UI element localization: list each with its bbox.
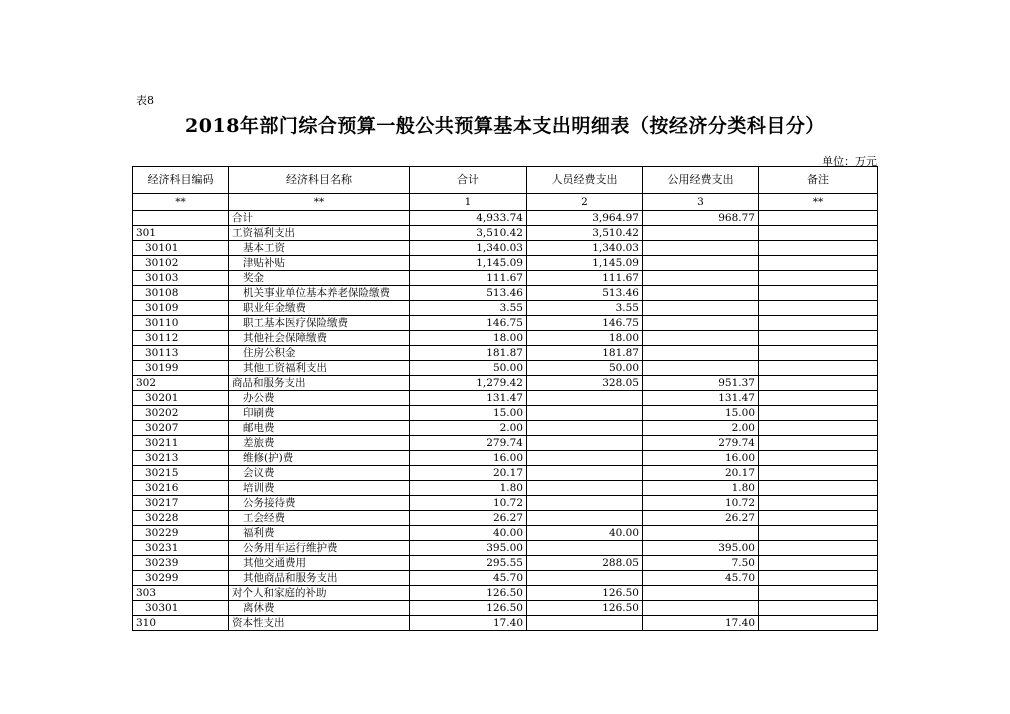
row-code-cell: 30108 <box>133 286 229 301</box>
row-note-cell <box>759 421 878 436</box>
header-name: 经济科目名称 <box>229 167 410 194</box>
row-name-cell: 办公费 <box>229 391 410 406</box>
row-total-cell: 1.80 <box>410 481 527 496</box>
table-row <box>133 556 878 571</box>
index-cell: ** <box>133 194 229 211</box>
row-name-cell: 其他工资福利支出 <box>229 361 410 376</box>
row-public-cell: 15.00 <box>643 406 759 421</box>
row-name-cell: 工资福利支出 <box>229 226 410 241</box>
row-total-cell: 15.00 <box>410 406 527 421</box>
row-total-cell: 395.00 <box>410 541 527 556</box>
row-name-cell: 印刷费 <box>229 406 410 421</box>
index-cell: ** <box>759 194 878 211</box>
row-public-cell <box>643 301 759 316</box>
row-name-cell: 合计 <box>229 211 410 226</box>
index-cell: 1 <box>410 194 527 211</box>
row-note-cell <box>759 406 878 421</box>
row-personnel-cell: 18.00 <box>527 331 643 346</box>
row-public-cell <box>643 286 759 301</box>
row-public-cell: 2.00 <box>643 421 759 436</box>
row-total-cell: 17.40 <box>410 616 527 631</box>
table-row <box>133 541 878 556</box>
row-note-cell <box>759 556 878 571</box>
row-personnel-cell <box>527 451 643 466</box>
row-note-cell <box>759 346 878 361</box>
row-public-cell <box>643 586 759 601</box>
row-personnel-cell <box>527 496 643 511</box>
row-code-cell: 30231 <box>133 541 229 556</box>
row-total-cell: 40.00 <box>410 526 527 541</box>
row-note-cell <box>759 571 878 586</box>
row-public-cell <box>643 256 759 271</box>
row-public-cell <box>643 361 759 376</box>
row-note-cell <box>759 466 878 481</box>
row-code-cell: 30101 <box>133 241 229 256</box>
row-note-cell <box>759 391 878 406</box>
row-note-cell <box>759 496 878 511</box>
row-name-cell: 住房公积金 <box>229 346 410 361</box>
row-public-cell: 17.40 <box>643 616 759 631</box>
row-code-cell: 30102 <box>133 256 229 271</box>
row-note-cell <box>759 601 878 616</box>
row-personnel-cell <box>527 406 643 421</box>
row-personnel-cell: 288.05 <box>527 556 643 571</box>
row-name-cell: 福利费 <box>229 526 410 541</box>
row-total-cell: 146.75 <box>410 316 527 331</box>
table-row <box>133 406 878 421</box>
header-note: 备注 <box>759 167 878 194</box>
row-code-cell: 30299 <box>133 571 229 586</box>
row-name-cell: 其他商品和服务支出 <box>229 571 410 586</box>
table-row <box>133 496 878 511</box>
row-personnel-cell: 328.05 <box>527 376 643 391</box>
row-personnel-cell: 1,340.03 <box>527 241 643 256</box>
row-name-cell: 公务用车运行维护费 <box>229 541 410 556</box>
row-total-cell: 50.00 <box>410 361 527 376</box>
row-name-cell: 职业年金缴费 <box>229 301 410 316</box>
row-public-cell <box>643 316 759 331</box>
row-total-cell: 3.55 <box>410 301 527 316</box>
budget-table <box>132 166 878 631</box>
row-code-cell: 30217 <box>133 496 229 511</box>
row-name-cell: 离休费 <box>229 601 410 616</box>
table-row <box>133 346 878 361</box>
table-row <box>133 481 878 496</box>
row-code-cell: 30213 <box>133 451 229 466</box>
index-cell: ** <box>229 194 410 211</box>
table-row <box>133 301 878 316</box>
row-note-cell <box>759 256 878 271</box>
row-personnel-cell: 146.75 <box>527 316 643 331</box>
row-total-cell: 1,340.03 <box>410 241 527 256</box>
row-total-cell: 181.87 <box>410 346 527 361</box>
header-total: 合计 <box>410 167 527 194</box>
row-code-cell <box>133 211 229 226</box>
index-cell: 3 <box>643 194 759 211</box>
row-note-cell <box>759 361 878 376</box>
row-code-cell: 30103 <box>133 271 229 286</box>
unit-label: 单位：万元 <box>822 155 877 168</box>
row-personnel-cell <box>527 481 643 496</box>
row-name-cell: 工会经费 <box>229 511 410 526</box>
row-public-cell <box>643 271 759 286</box>
row-personnel-cell: 126.50 <box>527 586 643 601</box>
row-note-cell <box>759 526 878 541</box>
table-row <box>133 286 878 301</box>
table-row <box>133 211 878 226</box>
row-total-cell: 20.17 <box>410 466 527 481</box>
row-total-cell: 111.67 <box>410 271 527 286</box>
table-row <box>133 361 878 376</box>
row-total-cell: 279.74 <box>410 436 527 451</box>
row-note-cell <box>759 301 878 316</box>
row-total-cell: 3,510.42 <box>410 226 527 241</box>
row-public-cell: 26.27 <box>643 511 759 526</box>
row-note-cell <box>759 541 878 556</box>
row-personnel-cell: 3,510.42 <box>527 226 643 241</box>
table-index-row <box>133 194 878 211</box>
row-code-cell: 30228 <box>133 511 229 526</box>
row-public-cell: 131.47 <box>643 391 759 406</box>
table-row <box>133 421 878 436</box>
table-row <box>133 256 878 271</box>
row-name-cell: 机关事业单位基本养老保险缴费 <box>229 286 410 301</box>
row-note-cell <box>759 616 878 631</box>
row-personnel-cell <box>527 391 643 406</box>
table-row <box>133 271 878 286</box>
row-note-cell <box>759 511 878 526</box>
row-personnel-cell: 1,145.09 <box>527 256 643 271</box>
row-total-cell: 18.00 <box>410 331 527 346</box>
row-public-cell <box>643 226 759 241</box>
row-total-cell: 1,145.09 <box>410 256 527 271</box>
row-total-cell: 26.27 <box>410 511 527 526</box>
row-personnel-cell <box>527 616 643 631</box>
row-code-cell: 30215 <box>133 466 229 481</box>
row-code-cell: 30199 <box>133 361 229 376</box>
row-note-cell <box>759 211 878 226</box>
row-public-cell: 1.80 <box>643 481 759 496</box>
row-total-cell: 16.00 <box>410 451 527 466</box>
row-note-cell <box>759 451 878 466</box>
table-row <box>133 616 878 631</box>
row-public-cell: 951.37 <box>643 376 759 391</box>
row-public-cell: 16.00 <box>643 451 759 466</box>
header-code: 经济科目编码 <box>133 167 229 194</box>
row-total-cell: 513.46 <box>410 286 527 301</box>
row-name-cell: 差旅费 <box>229 436 410 451</box>
row-personnel-cell: 513.46 <box>527 286 643 301</box>
row-code-cell: 30113 <box>133 346 229 361</box>
row-name-cell: 资本性支出 <box>229 616 410 631</box>
row-code-cell: 30229 <box>133 526 229 541</box>
row-personnel-cell <box>527 571 643 586</box>
row-code-cell: 30239 <box>133 556 229 571</box>
row-public-cell: 45.70 <box>643 571 759 586</box>
table-row <box>133 436 878 451</box>
row-personnel-cell <box>527 421 643 436</box>
table-row <box>133 586 878 601</box>
row-code-cell: 30216 <box>133 481 229 496</box>
row-personnel-cell <box>527 436 643 451</box>
row-code-cell: 310 <box>133 616 229 631</box>
row-code-cell: 30110 <box>133 316 229 331</box>
row-note-cell <box>759 376 878 391</box>
row-name-cell: 职工基本医疗保险缴费 <box>229 316 410 331</box>
row-note-cell <box>759 241 878 256</box>
row-note-cell <box>759 436 878 451</box>
row-note-cell <box>759 286 878 301</box>
row-code-cell: 30207 <box>133 421 229 436</box>
row-total-cell: 295.55 <box>410 556 527 571</box>
table-row <box>133 331 878 346</box>
row-code-cell: 30202 <box>133 406 229 421</box>
row-note-cell <box>759 271 878 286</box>
row-total-cell: 45.70 <box>410 571 527 586</box>
table-row <box>133 316 878 331</box>
table-row <box>133 526 878 541</box>
row-name-cell: 其他社会保障缴费 <box>229 331 410 346</box>
table-header-row <box>133 167 878 194</box>
row-public-cell <box>643 346 759 361</box>
row-personnel-cell: 3.55 <box>527 301 643 316</box>
header-personnel: 人员经费支出 <box>527 167 643 194</box>
row-public-cell: 20.17 <box>643 466 759 481</box>
row-public-cell <box>643 241 759 256</box>
table-row <box>133 391 878 406</box>
row-name-cell: 对个人和家庭的补助 <box>229 586 410 601</box>
table-row <box>133 601 878 616</box>
row-code-cell: 30112 <box>133 331 229 346</box>
row-name-cell: 奖金 <box>229 271 410 286</box>
table-row <box>133 466 878 481</box>
row-public-cell: 279.74 <box>643 436 759 451</box>
row-name-cell: 维修(护)费 <box>229 451 410 466</box>
row-personnel-cell <box>527 511 643 526</box>
row-personnel-cell: 181.87 <box>527 346 643 361</box>
row-total-cell: 131.47 <box>410 391 527 406</box>
row-code-cell: 30109 <box>133 301 229 316</box>
row-total-cell: 4,933.74 <box>410 211 527 226</box>
row-code-cell: 302 <box>133 376 229 391</box>
row-name-cell: 会议费 <box>229 466 410 481</box>
table-row <box>133 571 878 586</box>
row-personnel-cell <box>527 541 643 556</box>
row-public-cell <box>643 331 759 346</box>
table-number: 表8 <box>136 94 154 107</box>
row-name-cell: 其他交通费用 <box>229 556 410 571</box>
row-personnel-cell: 50.00 <box>527 361 643 376</box>
row-total-cell: 2.00 <box>410 421 527 436</box>
row-name-cell: 公务接待费 <box>229 496 410 511</box>
table-row <box>133 226 878 241</box>
row-personnel-cell <box>527 466 643 481</box>
row-note-cell <box>759 331 878 346</box>
row-public-cell: 395.00 <box>643 541 759 556</box>
row-public-cell: 7.50 <box>643 556 759 571</box>
table-row <box>133 511 878 526</box>
row-personnel-cell: 126.50 <box>527 601 643 616</box>
page-title: 2018年部门综合预算一般公共预算基本支出明细表（按经济分类科目分） <box>185 115 825 137</box>
header-public: 公用经费支出 <box>643 167 759 194</box>
row-public-cell: 968.77 <box>643 211 759 226</box>
row-note-cell <box>759 226 878 241</box>
row-code-cell: 30211 <box>133 436 229 451</box>
row-total-cell: 1,279.42 <box>410 376 527 391</box>
row-public-cell: 10.72 <box>643 496 759 511</box>
row-total-cell: 10.72 <box>410 496 527 511</box>
row-code-cell: 30301 <box>133 601 229 616</box>
row-note-cell <box>759 481 878 496</box>
table-row <box>133 241 878 256</box>
row-personnel-cell: 111.67 <box>527 271 643 286</box>
row-personnel-cell: 40.00 <box>527 526 643 541</box>
row-public-cell <box>643 526 759 541</box>
row-note-cell <box>759 586 878 601</box>
row-code-cell: 301 <box>133 226 229 241</box>
table-row <box>133 451 878 466</box>
index-cell: 2 <box>527 194 643 211</box>
row-name-cell: 津贴补贴 <box>229 256 410 271</box>
row-code-cell: 30201 <box>133 391 229 406</box>
row-total-cell: 126.50 <box>410 601 527 616</box>
row-note-cell <box>759 316 878 331</box>
row-personnel-cell: 3,964.97 <box>527 211 643 226</box>
row-total-cell: 126.50 <box>410 586 527 601</box>
row-name-cell: 基本工资 <box>229 241 410 256</box>
table-row <box>133 376 878 391</box>
row-name-cell: 培训费 <box>229 481 410 496</box>
row-code-cell: 303 <box>133 586 229 601</box>
row-public-cell <box>643 601 759 616</box>
row-name-cell: 邮电费 <box>229 421 410 436</box>
row-name-cell: 商品和服务支出 <box>229 376 410 391</box>
